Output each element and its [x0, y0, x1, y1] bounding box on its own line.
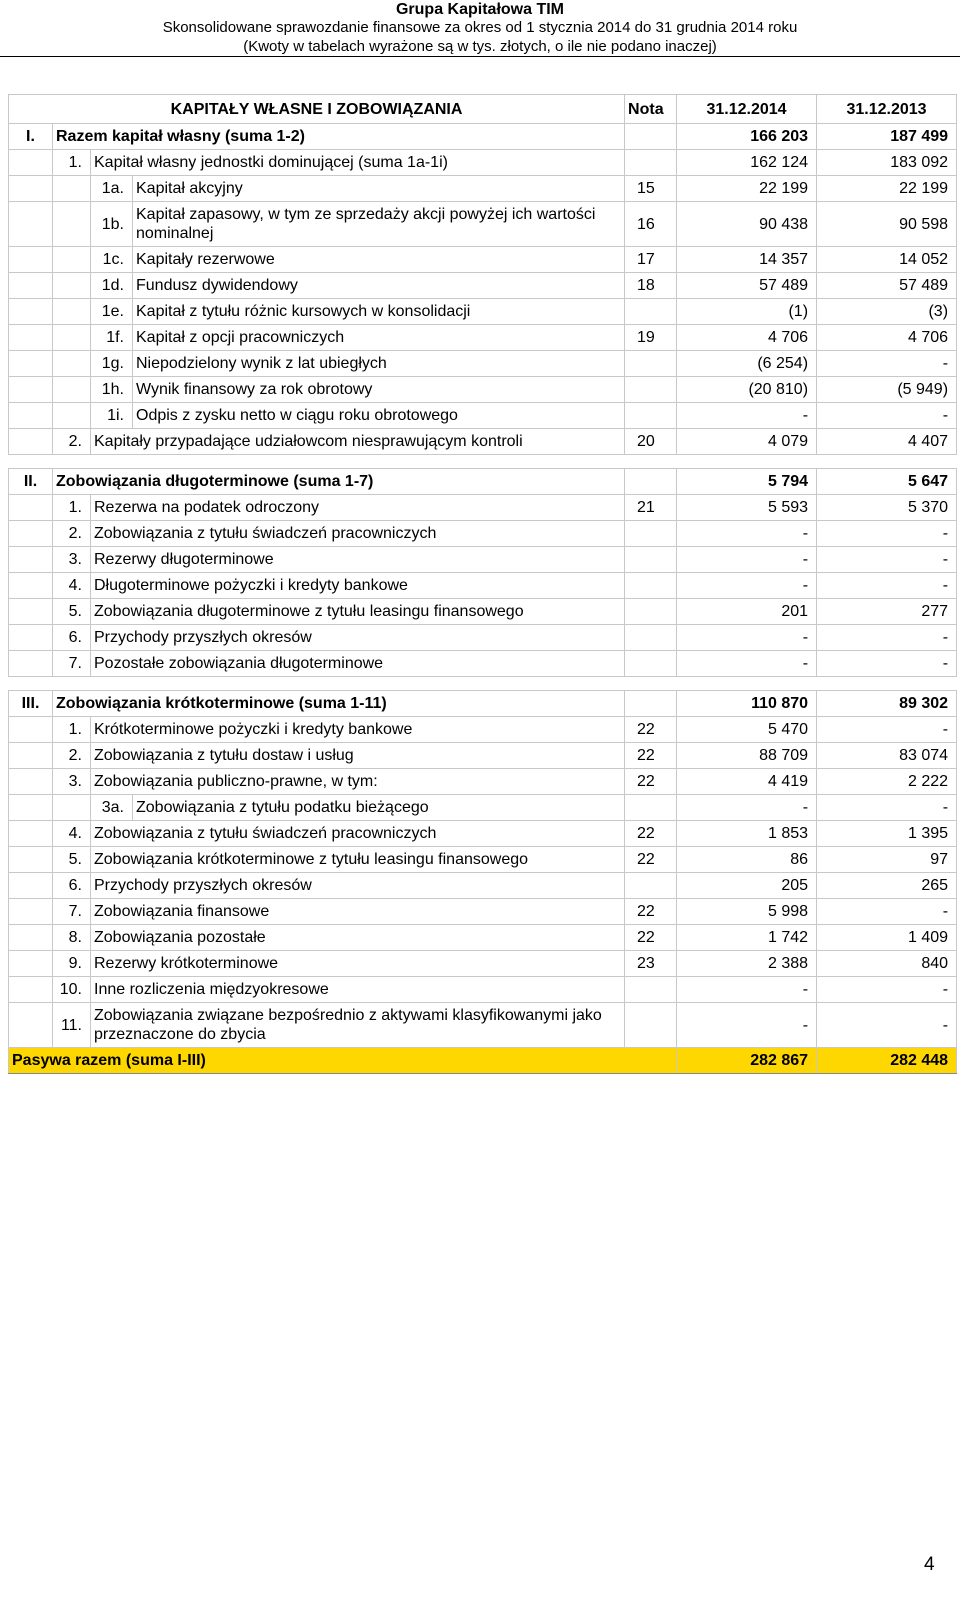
row-number: 8.	[53, 925, 91, 951]
section-number: I.	[9, 124, 53, 150]
value-2013: 1 395	[817, 821, 957, 847]
nota-header: Nota	[625, 95, 677, 124]
row-number: 1h.	[91, 377, 133, 403]
table-row	[9, 377, 957, 403]
table-row	[9, 299, 957, 325]
value-2013: 183 092	[817, 150, 957, 176]
table-row	[9, 273, 957, 299]
value-2014: -	[677, 547, 817, 573]
row-label: Kapitał akcyjny	[133, 176, 625, 202]
row-label: Zobowiązania długoterminowe z tytułu leasingu finansowego	[91, 599, 625, 625]
row-nota: 23	[625, 951, 677, 977]
value-2014: 4 079	[677, 429, 817, 455]
row-number: 10.	[53, 977, 91, 1003]
indent-cell	[9, 795, 53, 821]
value-2013: 187 499	[817, 124, 957, 150]
section-spacer	[9, 677, 957, 691]
indent-cell	[53, 351, 91, 377]
value-2014: (1)	[677, 299, 817, 325]
row-nota: 22	[625, 717, 677, 743]
total-2014: 282 867	[677, 1048, 817, 1074]
indent-cell	[9, 247, 53, 273]
spacer-cell	[9, 677, 957, 691]
row-label: Przychody przyszłych okresów	[91, 625, 625, 651]
table-row	[9, 176, 957, 202]
indent-cell	[53, 176, 91, 202]
row-label: Kapitały rezerwowe	[133, 247, 625, 273]
row-label: Odpis z zysku netto w ciągu roku obrotowego	[133, 403, 625, 429]
row-number: 5.	[53, 599, 91, 625]
row-nota	[625, 873, 677, 899]
value-2014: 166 203	[677, 124, 817, 150]
indent-cell	[9, 925, 53, 951]
liabilities-equity-table	[8, 94, 957, 1074]
row-nota: 18	[625, 273, 677, 299]
indent-cell	[9, 403, 53, 429]
row-nota: 16	[625, 202, 677, 247]
row-label: Zobowiązania krótkoterminowe (suma 1-11)	[53, 691, 625, 717]
table-row	[9, 1003, 957, 1048]
indent-cell	[9, 429, 53, 455]
row-number: 1e.	[91, 299, 133, 325]
value-2014: -	[677, 403, 817, 429]
table-title: KAPITAŁY WŁASNE I ZOBOWIĄZANIA	[9, 95, 625, 124]
row-label: Zobowiązania finansowe	[91, 899, 625, 925]
value-2013: 1 409	[817, 925, 957, 951]
row-label: Zobowiązania pozostałe	[91, 925, 625, 951]
value-2014: -	[677, 625, 817, 651]
table-row	[9, 599, 957, 625]
table-row	[9, 429, 957, 455]
row-label: Kapitał z tytułu różnic kursowych w konsolidacji	[133, 299, 625, 325]
row-label: Zobowiązania krótkoterminowe z tytułu leasingu finansowego	[91, 847, 625, 873]
indent-cell	[9, 495, 53, 521]
row-nota	[625, 377, 677, 403]
value-2014: 162 124	[677, 150, 817, 176]
row-label: Krótkoterminowe pożyczki i kredyty bankowe	[91, 717, 625, 743]
row-label: Razem kapitał własny (suma 1-2)	[53, 124, 625, 150]
value-2014: 4 419	[677, 769, 817, 795]
table-row	[9, 547, 957, 573]
value-2014: 57 489	[677, 273, 817, 299]
row-nota	[625, 795, 677, 821]
value-2013: -	[817, 977, 957, 1003]
row-number: 4.	[53, 821, 91, 847]
row-nota	[625, 977, 677, 1003]
table-row	[9, 495, 957, 521]
value-2013: 4 407	[817, 429, 957, 455]
row-number: 3.	[53, 547, 91, 573]
row-label: Długoterminowe pożyczki i kredyty bankowe	[91, 573, 625, 599]
row-label: Rezerwa na podatek odroczony	[91, 495, 625, 521]
table-row	[9, 743, 957, 769]
table-row	[9, 573, 957, 599]
indent-cell	[53, 795, 91, 821]
value-2014: (20 810)	[677, 377, 817, 403]
section-total-row	[9, 469, 957, 495]
table-row	[9, 625, 957, 651]
row-label: Zobowiązania z tytułu podatku bieżącego	[133, 795, 625, 821]
row-nota	[625, 625, 677, 651]
col-2014-header: 31.12.2014	[677, 95, 817, 124]
row-number: 7.	[53, 651, 91, 677]
indent-cell	[9, 202, 53, 247]
company-name: Grupa Kapitałowa TIM	[395, 1, 564, 18]
value-2014: 5 998	[677, 899, 817, 925]
value-2013: 265	[817, 873, 957, 899]
total-2013: 282 448	[817, 1048, 957, 1074]
value-2014: 90 438	[677, 202, 817, 247]
table-row	[9, 325, 957, 351]
row-label: Fundusz dywidendowy	[133, 273, 625, 299]
total-row	[9, 1048, 957, 1074]
row-label: Niepodzielony wynik z lat ubiegłych	[133, 351, 625, 377]
row-label: Rezerwy krótkoterminowe	[91, 951, 625, 977]
indent-cell	[53, 202, 91, 247]
row-label: Zobowiązania z tytułu dostaw i usług	[91, 743, 625, 769]
table-row	[9, 202, 957, 247]
value-2014: 5 470	[677, 717, 817, 743]
row-nota	[625, 351, 677, 377]
table-row	[9, 717, 957, 743]
table-row	[9, 951, 957, 977]
indent-cell	[9, 176, 53, 202]
value-2013: -	[817, 351, 957, 377]
row-number: 1f.	[91, 325, 133, 351]
row-nota	[625, 299, 677, 325]
table-row	[9, 873, 957, 899]
indent-cell	[9, 599, 53, 625]
table-row	[9, 769, 957, 795]
table-row	[9, 651, 957, 677]
indent-cell	[9, 847, 53, 873]
indent-cell	[9, 351, 53, 377]
indent-cell	[9, 651, 53, 677]
row-label: Przychody przyszłych okresów	[91, 873, 625, 899]
row-nota: 20	[625, 429, 677, 455]
row-number: 1b.	[91, 202, 133, 247]
indent-cell	[9, 325, 53, 351]
value-2013: -	[817, 899, 957, 925]
header-divider	[0, 56, 960, 57]
value-2014: 1 853	[677, 821, 817, 847]
value-2014: 205	[677, 873, 817, 899]
value-2014: 5 593	[677, 495, 817, 521]
indent-cell	[9, 1003, 53, 1048]
table-row	[9, 925, 957, 951]
row-label: Kapitały przypadające udziałowcom niesprawującym kontroli	[91, 429, 625, 455]
row-nota	[625, 469, 677, 495]
value-2014: -	[677, 573, 817, 599]
table-row	[9, 403, 957, 429]
value-2013: 22 199	[817, 176, 957, 202]
indent-cell	[9, 873, 53, 899]
row-number: 1d.	[91, 273, 133, 299]
section-number: II.	[9, 469, 53, 495]
row-number: 9.	[53, 951, 91, 977]
row-nota: 22	[625, 925, 677, 951]
value-2014: 201	[677, 599, 817, 625]
value-2013: 90 598	[817, 202, 957, 247]
report-subtitle: Skonsolidowane sprawozdanie finansowe za okres od 1 stycznia 2014 do 31 grudnia 2014 roku	[162, 19, 798, 36]
row-number: 1g.	[91, 351, 133, 377]
section-number: III.	[9, 691, 53, 717]
value-2013: 4 706	[817, 325, 957, 351]
value-2014: 110 870	[677, 691, 817, 717]
row-number: 2.	[53, 429, 91, 455]
value-2013: -	[817, 717, 957, 743]
value-2014: -	[677, 977, 817, 1003]
value-2013: 5 647	[817, 469, 957, 495]
indent-cell	[9, 299, 53, 325]
row-number: 6.	[53, 873, 91, 899]
value-2013: 2 222	[817, 769, 957, 795]
row-number: 6.	[53, 625, 91, 651]
value-2014: -	[677, 651, 817, 677]
row-label: Zobowiązania publiczno-prawne, w tym:	[91, 769, 625, 795]
row-nota: 22	[625, 743, 677, 769]
value-2014: 22 199	[677, 176, 817, 202]
indent-cell	[9, 547, 53, 573]
value-2014: 4 706	[677, 325, 817, 351]
row-nota	[625, 521, 677, 547]
row-label: Kapitał z opcji pracowniczych	[133, 325, 625, 351]
row-label: Kapitał zapasowy, w tym ze sprzedaży akcji powyżej ich wartości nominalnej	[133, 202, 625, 247]
value-2014: -	[677, 1003, 817, 1048]
row-number: 1c.	[91, 247, 133, 273]
value-2013: -	[817, 651, 957, 677]
row-nota	[625, 403, 677, 429]
row-number: 2.	[53, 743, 91, 769]
row-nota: 22	[625, 821, 677, 847]
table-row	[9, 821, 957, 847]
indent-cell	[9, 899, 53, 925]
value-2014: (6 254)	[677, 351, 817, 377]
value-2013: -	[817, 625, 957, 651]
row-nota: 17	[625, 247, 677, 273]
value-2013: 840	[817, 951, 957, 977]
indent-cell	[53, 377, 91, 403]
indent-cell	[9, 821, 53, 847]
row-nota	[625, 547, 677, 573]
value-2013: -	[817, 795, 957, 821]
value-2013: -	[817, 521, 957, 547]
section-total-row	[9, 124, 957, 150]
table-body	[9, 124, 957, 1048]
table-row	[9, 795, 957, 821]
value-2013: 57 489	[817, 273, 957, 299]
row-label: Zobowiązania związane bezpośrednio z aktywami klasyfikowanymi jako przeznaczone do zbycia	[91, 1003, 625, 1048]
table-row	[9, 899, 957, 925]
value-2013: (3)	[817, 299, 957, 325]
table-row	[9, 977, 957, 1003]
row-nota: 22	[625, 847, 677, 873]
value-2014: -	[677, 521, 817, 547]
table-row	[9, 150, 957, 176]
row-number: 4.	[53, 573, 91, 599]
indent-cell	[9, 150, 53, 176]
table-row	[9, 247, 957, 273]
indent-cell	[9, 769, 53, 795]
spacer-cell	[9, 455, 957, 469]
col-2013-header: 31.12.2013	[817, 95, 957, 124]
row-label: Inne rozliczenia międzyokresowe	[91, 977, 625, 1003]
table-row	[9, 351, 957, 377]
row-nota	[625, 573, 677, 599]
value-2013: 14 052	[817, 247, 957, 273]
row-number: 11.	[53, 1003, 91, 1048]
row-nota	[625, 691, 677, 717]
row-number: 3.	[53, 769, 91, 795]
amounts-note: (Kwoty w tabelach wyrażone są w tys. złotych, o ile nie podano inaczej)	[243, 38, 717, 55]
row-label: Kapitał własny jednostki dominującej (suma 1a-1i)	[91, 150, 625, 176]
indent-cell	[9, 273, 53, 299]
value-2013: 5 370	[817, 495, 957, 521]
row-nota	[625, 651, 677, 677]
row-nota: 19	[625, 325, 677, 351]
table-row	[9, 521, 957, 547]
total-label: Pasywa razem (suma I-III)	[9, 1048, 677, 1074]
section-spacer	[9, 455, 957, 469]
indent-cell	[9, 521, 53, 547]
row-number: 1a.	[91, 176, 133, 202]
row-label: Rezerwy długoterminowe	[91, 547, 625, 573]
value-2014: 2 388	[677, 951, 817, 977]
value-2013: 277	[817, 599, 957, 625]
value-2014: 1 742	[677, 925, 817, 951]
row-number: 1.	[53, 717, 91, 743]
indent-cell	[9, 717, 53, 743]
row-nota: 22	[625, 769, 677, 795]
row-nota	[625, 1003, 677, 1048]
indent-cell	[53, 247, 91, 273]
indent-cell	[9, 951, 53, 977]
value-2013: 89 302	[817, 691, 957, 717]
value-2014: 5 794	[677, 469, 817, 495]
row-label: Zobowiązania z tytułu świadczeń pracowniczych	[91, 521, 625, 547]
value-2013: (5 949)	[817, 377, 957, 403]
value-2013: -	[817, 1003, 957, 1048]
value-2013: 83 074	[817, 743, 957, 769]
value-2014: -	[677, 795, 817, 821]
indent-cell	[9, 977, 53, 1003]
row-nota	[625, 150, 677, 176]
indent-cell	[53, 299, 91, 325]
row-label: Zobowiązania z tytułu świadczeń pracowniczych	[91, 821, 625, 847]
indent-cell	[9, 625, 53, 651]
row-number: 5.	[53, 847, 91, 873]
indent-cell	[53, 273, 91, 299]
value-2013: 97	[817, 847, 957, 873]
row-label: Pozostałe zobowiązania długoterminowe	[91, 651, 625, 677]
value-2014: 14 357	[677, 247, 817, 273]
indent-cell	[53, 325, 91, 351]
value-2014: 88 709	[677, 743, 817, 769]
row-nota: 21	[625, 495, 677, 521]
row-nota	[625, 599, 677, 625]
page-number: 4	[924, 1554, 935, 1575]
section-total-row	[9, 691, 957, 717]
value-2013: -	[817, 547, 957, 573]
row-number: 2.	[53, 521, 91, 547]
row-number: 1.	[53, 150, 91, 176]
row-number: 1i.	[91, 403, 133, 429]
table-row	[9, 847, 957, 873]
indent-cell	[53, 403, 91, 429]
row-nota: 22	[625, 899, 677, 925]
table-header-row	[9, 95, 957, 124]
row-label: Zobowiązania długoterminowe (suma 1-7)	[53, 469, 625, 495]
value-2014: 86	[677, 847, 817, 873]
row-number: 1.	[53, 495, 91, 521]
indent-cell	[9, 377, 53, 403]
indent-cell	[9, 573, 53, 599]
row-nota: 15	[625, 176, 677, 202]
value-2013: -	[817, 573, 957, 599]
row-number: 3a.	[91, 795, 133, 821]
value-2013: -	[817, 403, 957, 429]
row-nota	[625, 124, 677, 150]
row-number: 7.	[53, 899, 91, 925]
row-label: Wynik finansowy za rok obrotowy	[133, 377, 625, 403]
indent-cell	[9, 743, 53, 769]
